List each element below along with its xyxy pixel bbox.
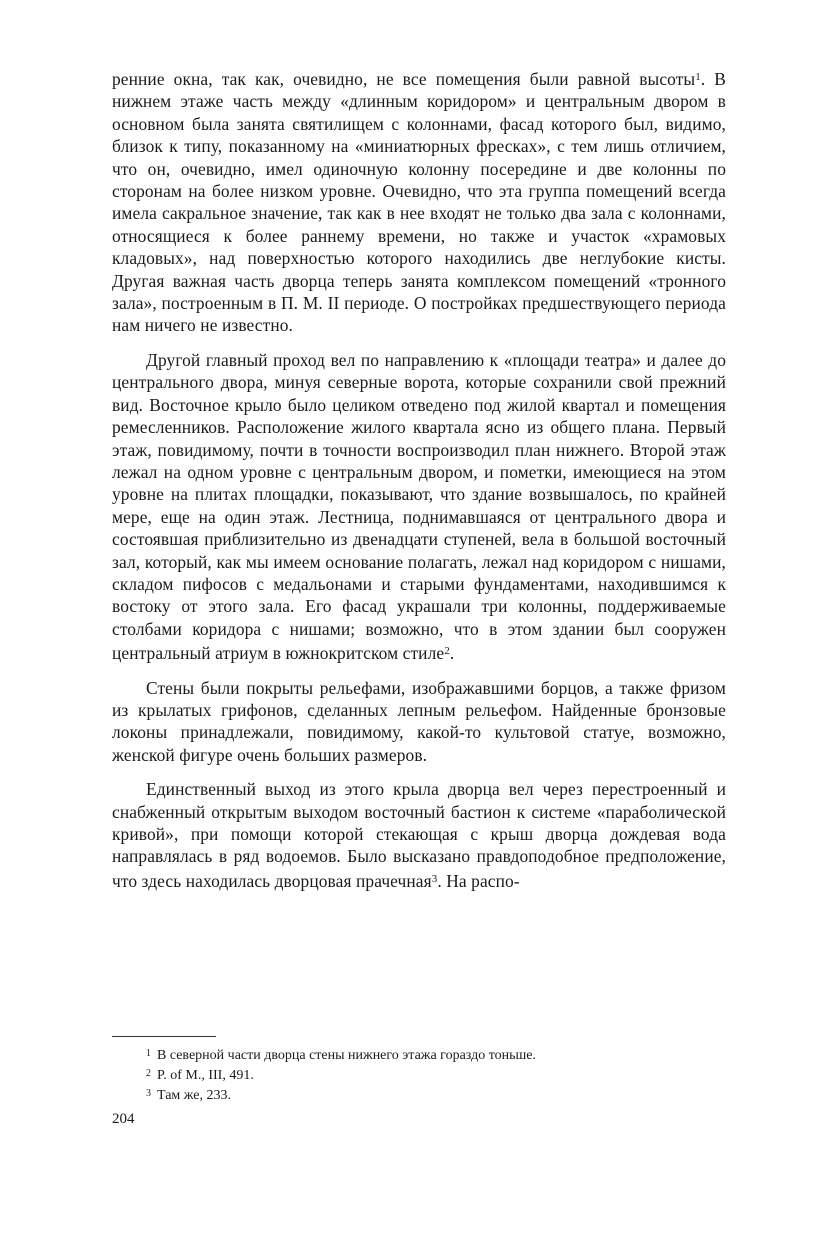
footnote-ref-3[interactable]: 3 (431, 872, 438, 885)
paragraph-2: Другой главный проход вел по направлению к «площади театра» и далее до центрального двора, минуя северные ворота, которые сохранили свой прежний вид. Восточное крыло было целиком отведено под жилой квартал и помещения ремесленников. Расположение жилого квартала ясно из общего плана. Первый этаж, повидимому, почти в точности воспроизводил план нижнего. Второй этаж лежал на одном уровне с центральным двором, и пометки, имеющиеся на этом уровне на плитах площадки, показывают, что здание возвышалось, по крайней мере, еще на один этаж. Лестница, поднимавшаяся от центрального двора и состоявшая приблизительно из двенадцати ступеней, вела в большой восточный зал, который, как мы имеем основание полагать, лежал над коридором с нишами, складом пифосов с медальонами и старыми фундаментами, находившимся к востоку от этого зала. Его фасад украшали три колонны, поддерживаемые столбами коридора с нишами; возможно, что в этом здании был сооружен центральный атриум в южнокритском стиле$^2$. (112, 349, 726, 664)
page-number: 204 (112, 1111, 135, 1127)
footnote-3: $^3$ Там же, 233. (146, 1088, 231, 1103)
paragraph-3: Стены были покрыты рельефами, изображавшими борцов, а также фризом из крылатых грифонов, сделанных лепным рельефом. Найденные бронзовые локоны принадлежали, повидимому, какой-то культовой статуе, возможно, женской фигуре очень больших размеров. (112, 677, 726, 765)
footnote-ref-2[interactable]: 2 (444, 645, 450, 658)
paragraph-1: ренние окна, так как, очевидно, не все помещения были равной высоты$^1$. В нижнем этаже часть между «длинным коридором» и центральным двором в основном была занята святилищем с колоннами, фасад которого был, видимо, близок к типу, показанному на «миниатюрных фресках», с тем лишь отличием, что он, очевидно, имел одиночную колонну посередине и две колонны по сторонам на более низком уровне. Очевидно, что эта группа помещений всегда имела сакральное значение, так как в нее входят не только два зала с колоннами, относящиеся к более раннему времени, но также и участок «храмовых кладовых», над поверхностью которого находились две неглубокие кисты. Другая важная часть дворца теперь занята комплексом помещений «тронного зала», построенным в П. М. II периоде. О постройках предшествующего периода нам ничего не известно. (112, 69, 726, 336)
paragraph-4: Единственный выход из этого крыла дворца вел через перестроенный и снабженный открытым выходом восточный бастион к системе «параболической кривой», при помощи которой стекающая с крыш дворца дождевая вода направлялась в ряд водоемов. Было высказано правдоподобное предположение, что здесь находилась дворцовая прачечная$^3$. На распо- (112, 779, 726, 891)
page-body (112, 66, 726, 892)
footnote-ref-1[interactable]: 1 (695, 71, 701, 83)
footnotes (146, 1045, 746, 1105)
footnote-divider (112, 1036, 216, 1037)
footnote-1: $^1$ В северной части дворца стены нижнего этажа гораздо тоньше. (146, 1048, 536, 1063)
footnote-2: $^2$ P. of M., III, 491. (146, 1068, 254, 1083)
